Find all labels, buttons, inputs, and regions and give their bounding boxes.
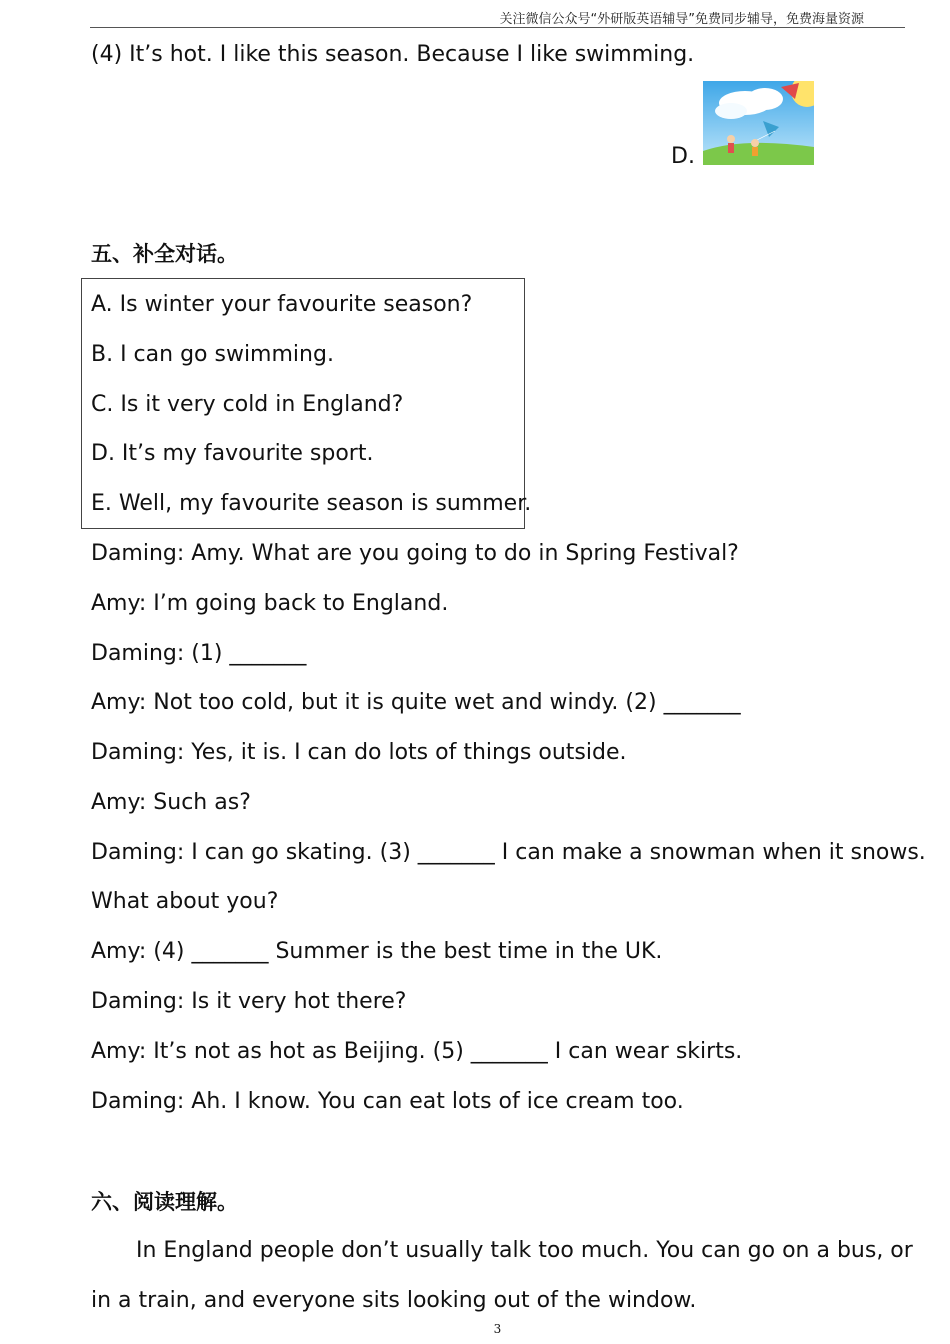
dialogue-line: What about you? <box>91 889 279 914</box>
option-d: D. It’s my favourite sport. <box>91 441 374 466</box>
option-e: E. Well, my favourite season is summer. <box>91 491 532 516</box>
options-box <box>81 278 532 529</box>
reading-paragraph-line: in a train, and everyone sits looking out of the window. <box>91 1288 697 1313</box>
dialogue-line: Daming: I can go skating. (3) _______ I can make a snowman when it snows. <box>91 840 926 865</box>
dialogue-line: Daming: Ah. I know. You can eat lots of ice cream too. <box>91 1089 684 1114</box>
kite-picture <box>703 81 814 165</box>
dialogue-line: Amy: (4) _______ Summer is the best time in the UK. <box>91 939 663 964</box>
option-b: B. I can go swimming. <box>91 342 334 367</box>
section6-title: 六、阅读理解。 <box>91 1190 238 1214</box>
reading-paragraph-line: In England people don’t usually talk too much. You can go on a bus, or <box>136 1238 913 1263</box>
dialogue-line: Daming: Is it very hot there? <box>91 989 407 1014</box>
header-text: 关注微信公众号“外研版英语辅导”免费同步辅导，免费海量资源 <box>499 12 864 27</box>
dialogue-line: Amy: I’m going back to England. <box>91 591 449 616</box>
option-c: C. Is it very cold in England? <box>91 392 404 417</box>
page-number: 3 <box>493 1322 502 1336</box>
dialogue-line: Daming: Amy. What are you going to do in Spring Festival? <box>91 541 739 566</box>
dialogue-line: Daming: Yes, it is. I can do lots of things outside. <box>91 740 627 765</box>
prev-item-text: (4) It’s hot. I like this season. Because I like swimming. <box>91 42 695 67</box>
dialogue-line: Amy: It’s not as hot as Beijing. (5) _______ I can wear skirts. <box>91 1039 743 1064</box>
dialogue-line: Amy: Not too cold, but it is quite wet and windy. (2) _______ <box>91 690 741 715</box>
section5-title: 五、补全对话。 <box>91 242 238 266</box>
header-rule <box>90 27 905 28</box>
dialogue-line: Daming: (1) _______ <box>91 641 307 666</box>
option-a: A. Is winter your favourite season? <box>91 292 473 317</box>
picture-label: D. <box>671 144 695 169</box>
dialogue-line: Amy: Such as? <box>91 790 251 815</box>
